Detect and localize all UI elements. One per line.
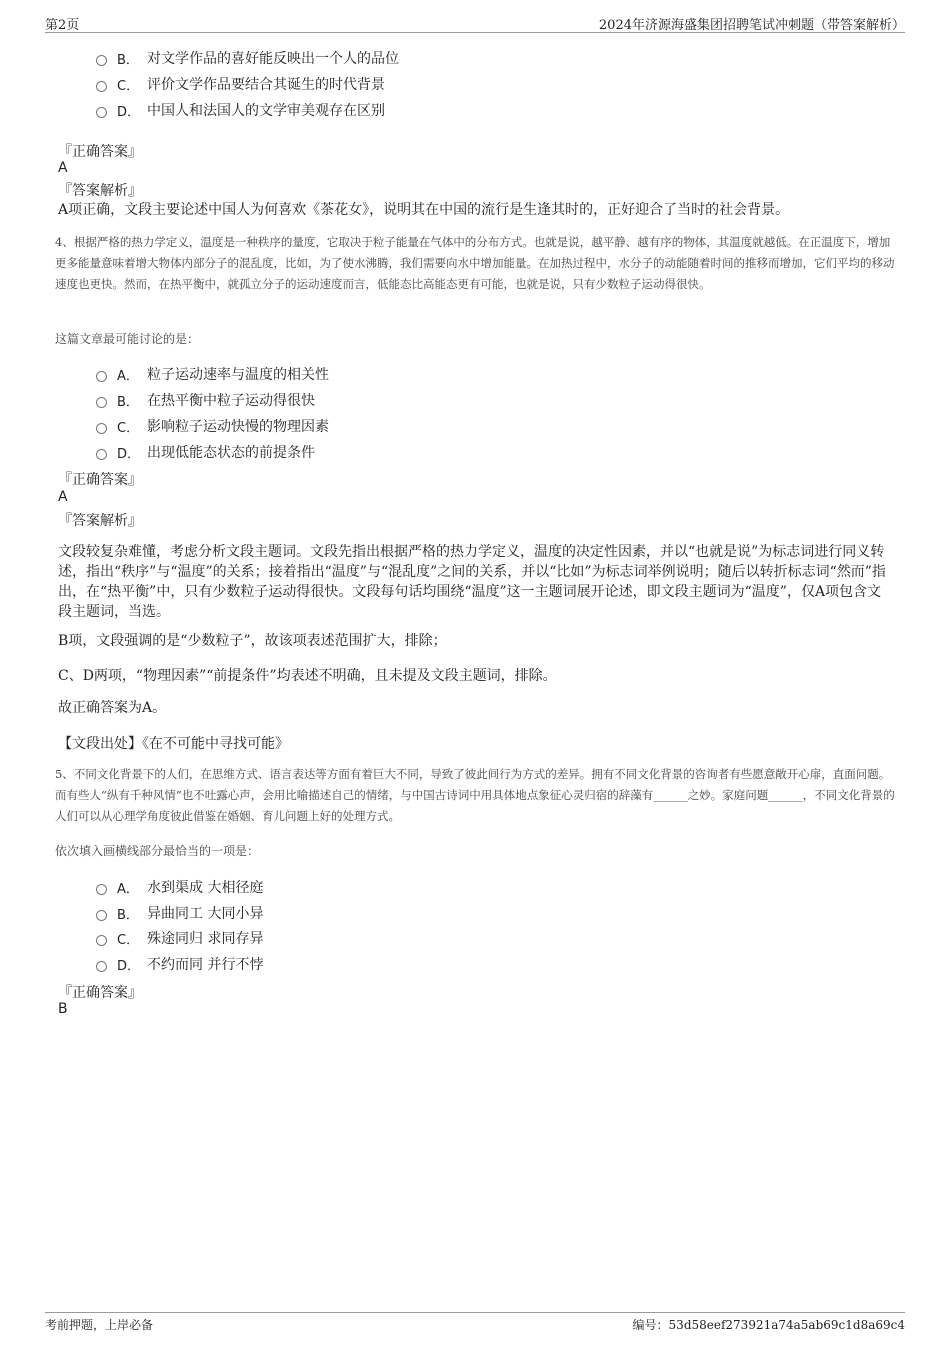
q5-option-d[interactable]: D． 不约而同 并行不悖 xyxy=(96,954,263,974)
document-title: 2024年济源海盛集团招聘笔试冲刺题（带答案解析） xyxy=(598,18,905,33)
footer-slogan: 考前押题，上岸必备 xyxy=(45,1318,154,1332)
radio-icon[interactable] xyxy=(96,81,107,92)
q4-analysis-b: B项，文段强调的是“少数粒子”，故该项表述范围扩大，排除； xyxy=(58,633,447,649)
q4-answer-label: 『正确答案』 xyxy=(58,472,142,488)
page-footer xyxy=(45,1312,905,1332)
document-code: 编号：53d58eef273921a74a5ab69c1d8a69c4 xyxy=(632,1318,905,1332)
radio-icon[interactable] xyxy=(96,55,107,66)
radio-icon[interactable] xyxy=(96,449,107,460)
q5-option-c[interactable]: C． 殊途同归 求同存异 xyxy=(96,928,263,948)
q3-answer: A xyxy=(58,160,68,176)
q5-passage: 5、不同文化背景下的人们，在思维方式、语言表达等方面有着巨大不同，导致了彼此间行为方式的差异。拥有不同文化背景的咨询者有些愿意敞开心扉，直面问题。而有些人“纵有千种风情”也不吐露心声，会用比喻描述自己的情绪，与中国古诗词中用具体地点象征心灵归宿的辞藻有______之妙。家庭问题______，不同文化背景的人们可以从心理学角度彼此借鉴在婚姻、育儿问题上好的处理方式。 xyxy=(55,767,895,823)
q5-option-b[interactable]: B． 异曲同工 大同小异 xyxy=(96,903,263,923)
radio-icon[interactable] xyxy=(96,107,107,118)
radio-icon[interactable] xyxy=(96,423,107,434)
q4-answer: A xyxy=(58,489,68,505)
q4-conclusion: 故正确答案为A。 xyxy=(58,700,167,716)
radio-icon[interactable] xyxy=(96,371,107,382)
radio-icon[interactable] xyxy=(96,397,107,408)
q4-option-c[interactable]: C． 影响粒子运动快慢的物理因素 xyxy=(96,416,329,436)
q4-analysis-paragraph: 文段较复杂难懂，考虑分析文段主题词。文段先指出根据严格的热力学定义，温度的决定性因素，并以“也就是说”为标志词进行同义转述，指出“秩序”与“温度”的关系；接着指出“温度”与“混乱度”之间的关系，并以“比如”为标志词举例说明；随后以转折标志词“然而”指出，在“热平衡”中，只有少数粒子运动得很快。文段每句话均围绕“温度”这一主题词展开论述，即文段主题词为“温度”，仅A项包含文段主题词，当选。 xyxy=(58,544,886,620)
q3-answer-label: 『正确答案』 xyxy=(58,144,142,160)
q5-answer: B xyxy=(58,1001,68,1017)
q5-answer-label: 『正确答案』 xyxy=(58,985,142,1001)
page-number: 第2页 xyxy=(45,18,80,33)
page-header xyxy=(45,12,905,33)
q4-prompt: 这篇文章最可能讨论的是： xyxy=(55,332,200,346)
q4-option-b[interactable]: B． 在热平衡中粒子运动得很快 xyxy=(96,390,315,410)
q4-source: 【文段出处】《在不可能中寻找可能》 xyxy=(58,736,289,752)
q5-prompt: 依次填入画横线部分最恰当的一项是： xyxy=(55,844,260,858)
q4-passage: 4、根据严格的热力学定义，温度是一种秩序的量度，它取决于粒子能量在气体中的分布方式。也就是说，越平静、越有序的物体，其温度就越低。在正温度下，增加更多能量意味着增大物体内部分子的混乱度，比如，为了使水沸腾，我们需要向水中增加能量。在加热过程中，水分子的动能随着时间的推移而增加，它们平均的移动速度也更快。然而，在热平衡中，就孤立分子的运动速度而言，低能态比高能态更有可能，也就是说，只有少数粒子运动得很快。 xyxy=(55,235,895,291)
radio-icon[interactable] xyxy=(96,961,107,972)
q4-option-a[interactable]: A． 粒子运动速率与温度的相关性 xyxy=(96,364,329,384)
radio-icon[interactable] xyxy=(96,910,107,921)
radio-icon[interactable] xyxy=(96,884,107,895)
q3-option-c[interactable]: C． 评价文学作品要结合其诞生的时代背景 xyxy=(96,74,385,94)
q3-analysis-label: 『答案解析』 xyxy=(58,183,142,199)
q3-analysis: A项正确，文段主要论述中国人为何喜欢《茶花女》，说明其在中国的流行是生逢其时的，正好迎合了当时的社会背景。 xyxy=(58,202,790,218)
q4-analysis-label: 『答案解析』 xyxy=(58,513,142,529)
q5-option-a[interactable]: A． 水到渠成 大相径庭 xyxy=(96,877,263,897)
q4-analysis-cd: C、D两项，“物理因素”“前提条件”均表述不明确，且未提及文段主题词，排除。 xyxy=(58,668,557,684)
q4-option-d[interactable]: D． 出现低能态状态的前提条件 xyxy=(96,442,315,462)
q3-option-d[interactable]: D． 中国人和法国人的文学审美观存在区别 xyxy=(96,100,385,120)
radio-icon[interactable] xyxy=(96,935,107,946)
q3-option-b[interactable]: B． 对文学作品的喜好能反映出一个人的品位 xyxy=(96,48,399,68)
